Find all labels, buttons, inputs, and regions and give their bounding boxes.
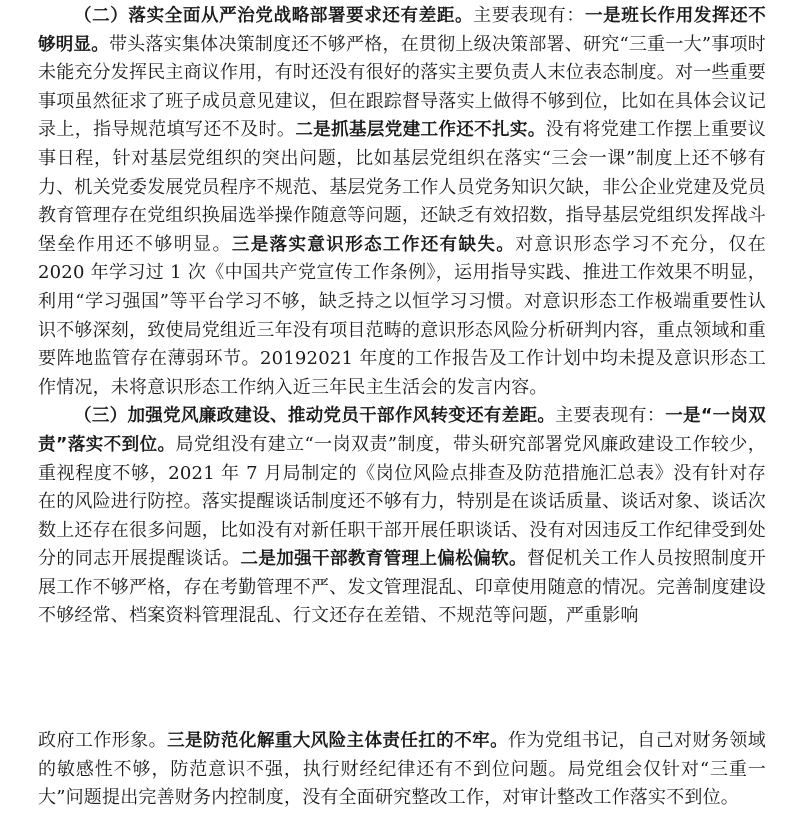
section-2-heading: （二）落实全面从严治党战略部署要求还有差距。 (74, 6, 474, 26)
section-2-point-3-title: 三是落实意识形态工作还有缺失。 (231, 234, 516, 255)
section-3-point-3-text: 作为党组书记，自己对财务领域的敏感性不够，防范意识不强，执行财经纪律还有不到位问题。局党组会仅针对“三重一大”问题提出完善财务内控制度，没有全面研究整改工作，对审计整改工作落实不到位。 (38, 730, 766, 809)
section-2-point-2-text: 没有将党建工作摆上重要议事日程，针对基层党组织的突出问题，比如基层党组织在落实“三会一课”制度上还不够有力、机关党委发展党员程序不规范、基层党务工作人员党务知识欠缺，非公企业党建及党员教育管理存在党组织换届选举操作随意等问题，还缺乏有效招数，指导基层党组织发挥战斗堡垒作用还不够明显。 (38, 119, 766, 255)
section-2-intro: 主要表现有： (473, 5, 586, 26)
section-3-point-1-text: 局党组没有建立“一岗双责”制度，带头研究部署党风廉政建设工作较少，重视程度不够，2021 年 7 月局制定的《岗位风险点排查及防范措施汇总表》没有针对存在的风险进行防控。落实提醒谈话制度还不够有力，特别是在谈话质量、谈话对象、谈话次数上还存在很多问题，比如没有对新任职干部开展任职谈话、没有对因违反工作纪律受到处分的同志开展提醒谈话。 (38, 433, 766, 570)
section-3-paragraph (38, 402, 766, 631)
section-3-heading: （三）加强党风廉政建设、推动党员干部作风转变还有差距。 (74, 406, 556, 427)
section-3-point-1-title: 一是“一岗双责”落实不到位。 (38, 406, 767, 455)
section-2-point-3-text: 对意识形态学习不充分，仅在 2020 年学习过 1 次《中国共产党宣传工作条例》，运用指导实践、推进工作效果不明显，利用“学习强国”等平台学习不够，缺乏持之以恒学习习惯。对意识形态工作极端重要性认识不够深刻，致使局党组近三年没有项目范畴的意识形态风险分析研判内容，重点领域和重要阵地监管存在薄弱环节。20192021 年度的工作报告及工作计划中均未提及意识形态工作情况，未将意识形态工作纳入近三年民主生活会的发言内容。 (38, 233, 767, 398)
section-2-point-1-title: 一是班长作用发挥还不够明显。 (38, 6, 767, 55)
section-3-intro: 主要表现有： (555, 405, 666, 427)
document-page (38, 2, 766, 813)
section-3-continuation-text: 政府工作形象。 (38, 730, 168, 752)
section-2-point-1-text: 带头落实集体决策制度还不够严格，在贯彻上级决策部署、研究“三重一大”事项时未能充分发挥民主商议作用，有时还没有很好的落实主要负责人末位表态制度。对一些重要事项虽然征求了班子成员意见建议，但在跟踪督导落实上做得不够到位，比如在具体会议记录上，指导规范填写还不及时。 (38, 33, 766, 141)
section-3-point-2-text: 督促机关工作人员按照制度开展工作不够严格，存在考勤管理不严、发文管理混乱、印章使用随意的情况。完善制度建设不够经常、档案资料管理混乱、行文还存在差错、不规范等问题，严重影响 (38, 548, 766, 627)
section-2-point-2-title: 二是抓基层党建工作还不扎实。 (295, 120, 546, 141)
section-2-paragraph (38, 2, 766, 402)
page-break-gap (38, 631, 766, 727)
section-3-point-3-title: 三是防范化解重大风险主体责任扛的不牢。 (167, 731, 509, 752)
section-3-point-2-title: 二是加强干部教育管理上偏松偏软。 (240, 549, 527, 570)
